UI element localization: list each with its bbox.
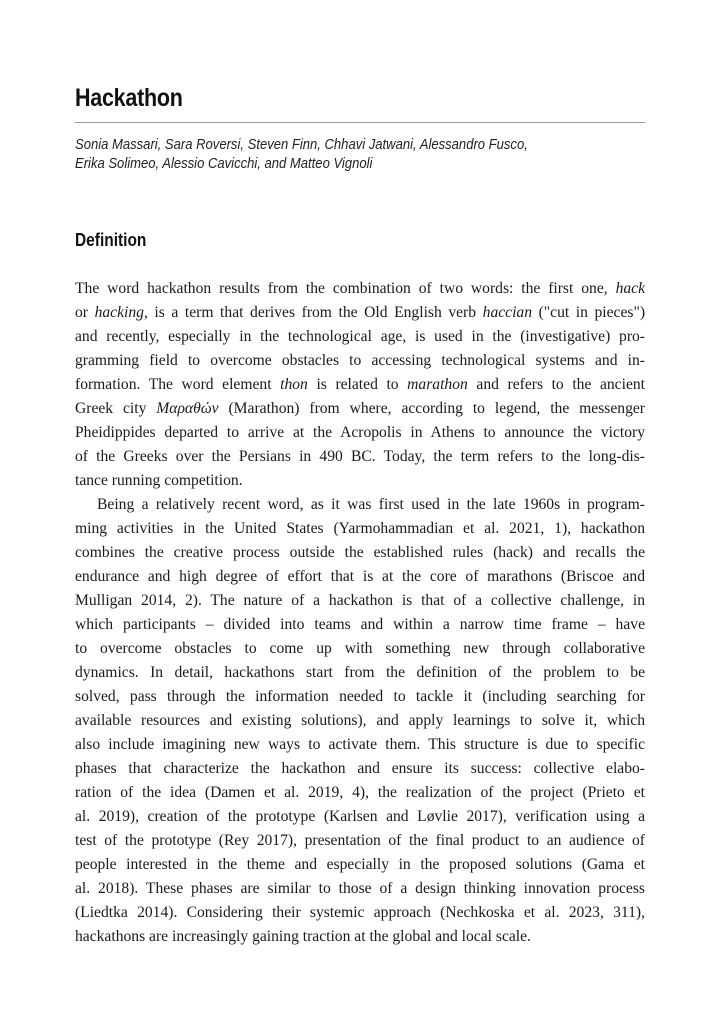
text-line: phases that characterize the hackathon and ensure its success: collective elabo- xyxy=(75,760,645,777)
text-line: ming activities in the United States (Yarmohammadian et al. 2021, 1), hackathon xyxy=(75,520,645,537)
text-line: al. 2018). These phases are similar to those of a design thinking innovation process xyxy=(75,880,645,897)
authors-line: Sonia Massari, Sara Roversi, Steven Finn, Chhavi Jatwani, Alessandro Fusco, xyxy=(75,136,528,153)
text-line: to overcome obstacles to come up with something new through collaborative xyxy=(75,640,645,657)
text-line: available resources and existing solutions), and apply learnings to solve it, which xyxy=(75,712,645,729)
text-line: (Liedtka 2014). Considering their systemic approach (Nechkoska et al. 2023, 311), xyxy=(75,904,645,921)
section-heading: Definition xyxy=(75,230,147,250)
text-line: Being a relatively recent word, as it was first used in the late 1960s in program- xyxy=(97,496,645,513)
text-line: tance running competition. xyxy=(75,472,243,489)
text-line: also include imagining new ways to activate them. This structure is due to specific xyxy=(75,736,645,753)
text-line: The word hackathon results from the combination of two words: the first one, hack xyxy=(75,280,645,297)
text-line: combines the creative process outside the established rules (hack) and recalls the xyxy=(75,544,645,561)
text-line: formation. The word element thon is related to marathon and refers to the ancient xyxy=(75,376,645,393)
text-line: al. 2019), creation of the prototype (Karlsen and Løvlie 2017), verification using a xyxy=(75,808,645,825)
text-line: Mulligan 2014, 2). The nature of a hackathon is that of a collective challenge, in xyxy=(75,592,645,609)
body-text xyxy=(75,277,645,949)
text-line: which participants – divided into teams and within a narrow time frame – have xyxy=(75,616,645,633)
text-line: Pheidippides departed to arrive at the Acropolis in Athens to announce the victory xyxy=(75,424,645,441)
text-line: of the Greeks over the Persians in 490 BC. Today, the term refers to the long-dis- xyxy=(75,448,645,465)
text-line: test of the prototype (Rey 2017), presentation of the final product to an audience of xyxy=(75,832,645,849)
page-title: Hackathon xyxy=(75,84,183,112)
text-line: ration of the idea (Damen et al. 2019, 4), the realization of the project (Prieto et xyxy=(75,784,645,801)
text-line: Greek city Μαραθών (Marathon) from where, according to legend, the messenger xyxy=(75,400,645,417)
paragraph xyxy=(75,493,645,949)
text-line: dynamics. In detail, hackathons start from the definition of the problem to be xyxy=(75,664,645,681)
text-line: gramming field to overcome obstacles to accessing technological systems and in- xyxy=(75,352,645,369)
authors xyxy=(75,135,614,173)
text-line: or hacking, is a term that derives from the Old English verb haccian ("cut in pieces") xyxy=(75,304,646,321)
text-line: people interested in the theme and especially in the proposed solutions (Gama et xyxy=(75,856,645,873)
title-divider xyxy=(75,122,645,123)
text-line: and recently, especially in the technological age, is used in the (investigative) pro- xyxy=(75,328,645,345)
authors-line: Erika Solimeo, Alessio Cavicchi, and Matteo Vignoli xyxy=(75,155,373,172)
text-line: solved, pass through the information needed to tackle it (including searching for xyxy=(75,688,645,705)
text-line: endurance and high degree of effort that is at the core of marathons (Briscoe and xyxy=(75,568,645,585)
paragraph xyxy=(75,277,645,493)
text-line: hackathons are increasingly gaining traction at the global and local scale. xyxy=(75,928,531,945)
